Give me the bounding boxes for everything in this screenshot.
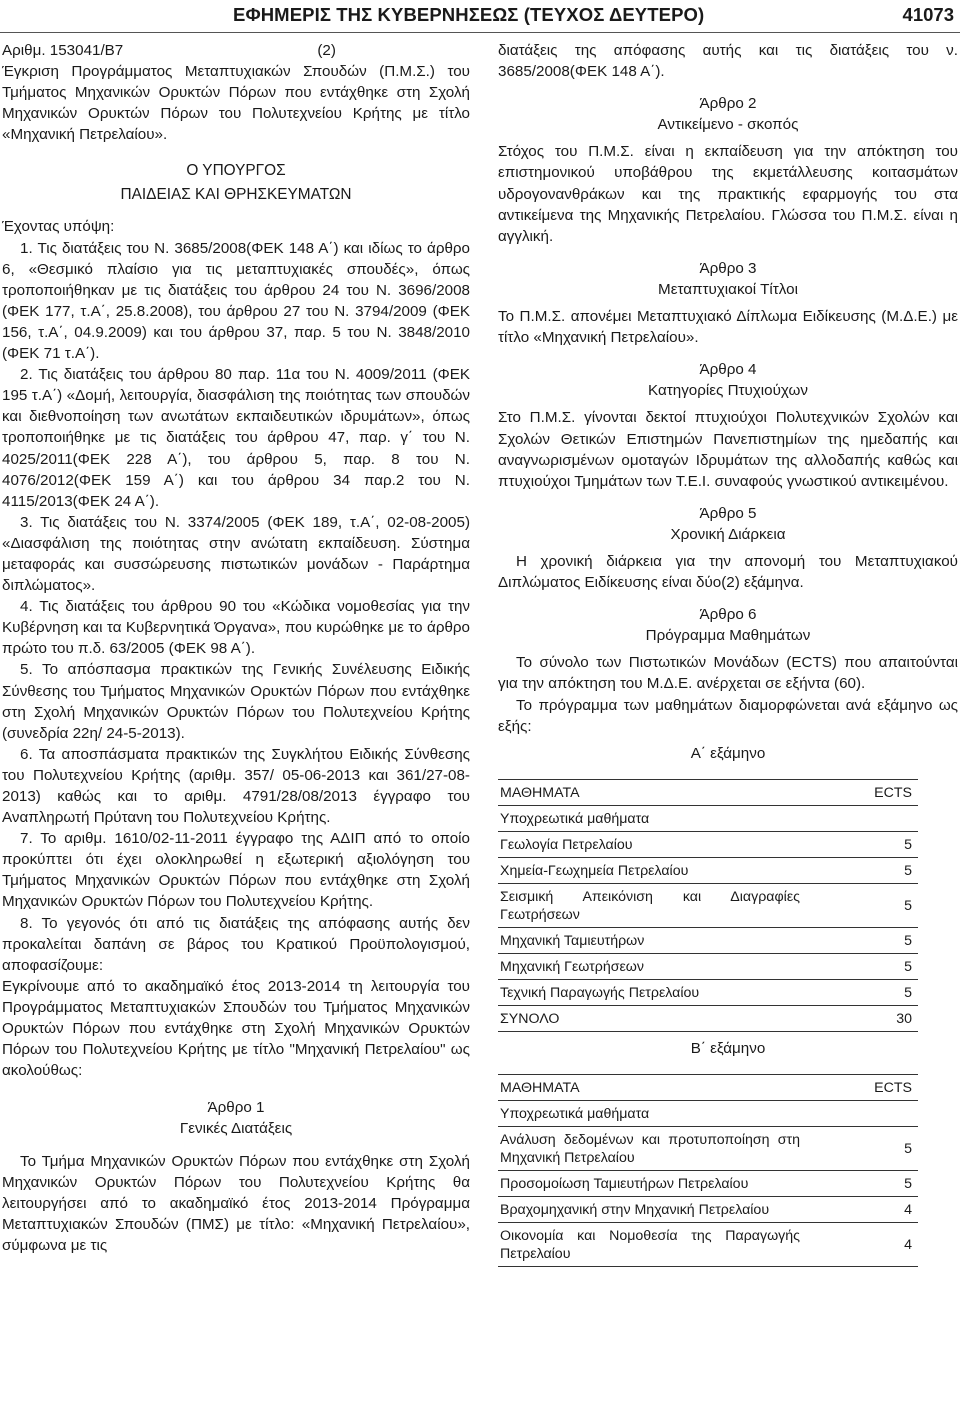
table-row <box>498 954 918 980</box>
course-name: Χημεία-Γεωχημεία Πετρελαίου <box>498 858 860 884</box>
course-ects: 5 <box>860 928 918 954</box>
course-ects: 4 <box>860 1197 918 1223</box>
table-row <box>498 980 918 1006</box>
article-5-text: Η χρονική διάρκεια για την απονομή του Μεταπτυχιακού Διπλώματος Ειδίκευσης είναι δύο(2) εξάμηνα. <box>498 552 958 592</box>
recital-6: 6. Τα αποσπάσματα πρακτικών της Συγκλήτου Ειδικής Σύνθεσης του Πολυτεχνείου Κρήτης (αριθμ. 357/ 05-06-2013 και 361/27-08-2013) καθώς και το αριθμ. 4791/28/08/2013 έγγραφο του Αναπληρωτή Πρύτανη του Πολυτεχνείου Κρήτης. <box>2 745 470 827</box>
recital-2: 2. Τις διατάξεις του άρθρου 80 παρ. 11α του Ν. 4009/2011 (ΦΕΚ 195 τ.Α΄) «Δομή, λειτουργία, διασφάλιση της ποιότητας των σπουδών και διεθνοποίηση των ανωτάτων εκπαιδευτικών ιδρυμάτων», όπως τροποποιήθηκε με τις διατάξεις του άρθρου 47, παρ. γ΄ του Ν. 4025/2011(ΦΕΚ 228 Α΄), του άρθρου 5, παρ. 8 του Ν. 4076/2012(ΦΕΚ 159 Α΄) και του άρθρου 34 παρ.2 του Ν. 4115/2013(ΦΕΚ 24 Α΄). <box>2 366 470 510</box>
course-ects: 5 <box>860 858 918 884</box>
semester-a-table <box>498 779 918 1032</box>
article-1-text: Το Τμήμα Μηχανικών Ορυκτών Πόρων που εντάχθηκε στη Σχολή Μηχανικών Ορυκτών Πόρων του Πολυτεχνείου Κρήτης θα λειτουργήσει από το ακαδημαϊκό έτος 2013-2014 Πρόγραμμα Μεταπτυχιακών Σπουδών (ΠΜΣ) με τίτλο: «Μηχανική Πετρελαίου», σύμφωνα με τις <box>2 1152 470 1254</box>
page-header <box>0 0 960 34</box>
total-value: 30 <box>860 1006 918 1032</box>
semester-a-title: Α΄ εξάμηνο <box>690 744 766 762</box>
article-2-title: Αντικείμενο - σκοπός <box>657 116 799 134</box>
right-column <box>498 40 958 1267</box>
page-number: 41073 <box>902 4 954 25</box>
table-row <box>498 1127 918 1171</box>
semester-b-title: Β΄ εξάμηνο <box>690 1040 766 1057</box>
article-3-text: Το Π.Μ.Σ. απονέμει Μεταπτυχιακό Δίπλωμα Ειδίκευσης (Μ.Δ.Ε.) με τίτλο «Μηχανική Πετρελαίου». <box>498 308 958 347</box>
article-6-text-1: Το σύνολο των Πιστωτικών Μονάδων (ECTS) που απαιτούνται για την απόκτηση του Μ.Δ.Ε. ανέρχεται σε εξήντα (60). <box>498 654 958 693</box>
decision-reference: Αριθμ. 153041/Β7 (2) <box>2 42 336 59</box>
article-3-title: Μεταπτυχιακοί Τίτλοι <box>658 280 798 298</box>
required-courses-label: Υποχρεωτικά μαθήματα <box>498 1101 918 1127</box>
minister-title-1: Ο ΥΠΟΥΡΓΟΣ <box>186 162 286 180</box>
course-name: Οικονομία και Νομοθεσία της Παραγωγής Πετρελαίου <box>498 1223 860 1267</box>
article-6-title: Πρόγραμμα Μαθημάτων <box>645 627 811 645</box>
article-5-title: Χρονική Διάρκεια <box>670 525 786 543</box>
recital-5: 5. Το απόσπασμα πρακτικών της Γενικής Συνέλευσης Ειδικής Σύνθεσης του Τμήματος Μηχανικών Ορυκτών Πόρων που εντάχθηκε στη Σχολή Μηχανικών Ορυκτών Πόρων του Πολυτεχνείου Κρήτης (συνεδρία 22η/ 24-5-2013). <box>2 661 470 742</box>
article-6-number: Άρθρο 6 <box>699 606 757 624</box>
course-name: Μηχανική Γεωτρήσεων <box>498 954 860 980</box>
recital-7: 7. Το αριθμ. 1610/02-11-2011 έγγραφο της ΑΔΙΠ από το οποίο προκύπτει ότι έχει ολοκληρωθεί η εξωτερική αξιολόγηση του Τμήματος Μηχανικών Ορυκτών Πόρων που εντάχθηκε στη Σχολή Μηχανικών Ορυκτών Πόρων του Πολυτεχνείου Κρήτης. <box>2 830 470 911</box>
course-name: Ανάλυση δεδομένων και προτυποποίηση στη Μηχανική Πετρελαίου <box>498 1127 860 1171</box>
recital-4: 4. Τις διατάξεις του άρθρου 90 του «Κώδικα νομοθεσίας για την Κυβέρνηση και τα Κυβερνητικά Όργανα», που κυρώθηκε με το άρθρο πρώτο του π.δ. 63/2005 (ΦΕΚ 98 Α΄). <box>2 598 470 658</box>
course-name: Τεχνική Παραγωγής Πετρελαίου <box>498 980 860 1006</box>
course-name: Προσομοίωση Ταμιευτήρων Πετρελαίου <box>498 1171 860 1197</box>
continued-text: διατάξεις της απόφασης αυτής και τις διατάξεις του ν. 3685/2008(ΦΕΚ 148 Α΄). <box>498 42 958 81</box>
gazette-title: ΕΦΗΜΕΡΙΣ ΤΗΣ ΚΥΒΕΡΝΗΣΕΩΣ (ΤΕΥΧΟΣ ΔΕΥΤΕΡΟ) <box>233 4 705 25</box>
table-row <box>498 1223 918 1267</box>
article-3-number: Άρθρο 3 <box>699 259 757 277</box>
decision-subject: Έγκριση Προγράμματος Μεταπτυχιακών Σπουδών (Π.Μ.Σ.) του Τμήματος Μηχανικών Ορυκτών Πόρων που εντάχθηκε στη Σχολή Μηχανικών Ορυκτών Πόρων του Πολυτεχνείου Κρήτης με τίτλο «Μηχανική Πετρελαίου». <box>2 63 470 144</box>
column-header-ects: ECTS <box>860 1075 918 1101</box>
course-ects: 5 <box>860 980 918 1006</box>
article-4-text: Στο Π.Μ.Σ. γίνονται δεκτοί πτυχιούχοι Πολυτεχνικών Σχολών και Σχολών Θετικών Επιστημών Πανεπιστημίων της ημεδαπής και αναγνωρισμένων ομοταγών Ιδρυμάτων της αλλοδαπής καθώς και πτυχιούχοι Τμημάτων των Τ.Ε.Ι. συναφούς γνωστικού αντικειμένου. <box>498 409 958 490</box>
table-total-row <box>498 1006 918 1032</box>
article-4-title: Κατηγορίες Πτυχιούχων <box>648 382 808 400</box>
table-row <box>498 1101 918 1127</box>
column-header-course: ΜΑΘΗΜΑΤΑ <box>498 780 860 806</box>
article-2-number: Άρθρο 2 <box>699 95 757 113</box>
table-row <box>498 928 918 954</box>
semester-b-table <box>498 1074 918 1267</box>
table-header-row <box>498 780 918 806</box>
article-5-number: Άρθρο 5 <box>699 504 757 522</box>
left-column <box>2 40 470 1256</box>
course-ects: 5 <box>860 832 918 858</box>
header-divider <box>0 32 960 33</box>
table-row <box>498 1171 918 1197</box>
recital-3: 3. Τις διατάξεις του Ν. 3374/2005 (ΦΕΚ 189, τ.Α΄, 02-08-2005) «Διασφάλιση της ποιότητας στην ανώτατη εκπαίδευση. Σύστημα μεταφοράς και συσσώρευσης πιστωτικών μονάδων - Παράρτημα διπλώματος». <box>2 513 470 595</box>
approval-text: Εγκρίνουμε από το ακαδημαϊκό έτος 2013-2014 τη λειτουργία του Προγράμματος Μεταπτυχιακών Σπουδών του Τμήματος Μηχανικών Ορυκτών Πόρων που εντάχθηκε στη Σχολή Μηχανικών Ορυκτών Πόρων του Πολυτεχνείου Κρήτης με τίτλο "Μηχανική Πετρελαίου" ως ακολούθως: <box>2 977 470 1080</box>
course-ects: 4 <box>860 1223 918 1267</box>
having-regard: Έχοντας υπόψη: <box>2 218 115 236</box>
required-courses-label: Υποχρεωτικά μαθήματα <box>498 806 918 832</box>
course-name: Μηχανική Ταμιευτήρων <box>498 928 860 954</box>
column-header-course: ΜΑΘΗΜΑΤΑ <box>498 1075 860 1101</box>
course-name: Βραχομηχανική στην Μηχανική Πετρελαίου <box>498 1197 860 1223</box>
course-ects: 5 <box>860 954 918 980</box>
table-header-row <box>498 1075 918 1101</box>
article-4-number: Άρθρο 4 <box>699 361 757 379</box>
course-ects: 5 <box>860 1127 918 1171</box>
total-label: ΣΥΝΟΛΟ <box>498 1006 860 1032</box>
minister-title-2: ΠΑΙΔΕΙΑΣ ΚΑΙ ΘΡΗΣΚΕΥΜΑΤΩΝ <box>120 186 352 204</box>
article-2-text: Στόχος του Π.Μ.Σ. είναι η εκπαίδευση για την απόκτηση του επιστημονικού υποβάθρου της εκμετάλλευσης κοιτασμάτων υδρογονανθράκων και της πρακτικής εφαρμογής του στα αντικείμενα της Μηχανικής Πετρελαίου. Γλώσσα του Π.Μ.Σ. είναι η αγγλική. <box>498 143 958 245</box>
table-row <box>498 858 918 884</box>
course-name: Σεισμική Απεικόνιση και Διαγραφίες Γεωτρήσεων <box>498 884 860 928</box>
recital-8: 8. Το γεγονός ότι από τις διατάξεις της απόφασης αυτής δεν προκαλείται δαπάνη σε βάρος του Κρατικού Προϋπολογισμού, αποφασίζουμε: <box>2 914 470 974</box>
table-row <box>498 806 918 832</box>
column-header-ects: ECTS <box>860 780 918 806</box>
article-1-title: Γενικές Διατάξεις <box>179 1120 293 1138</box>
recital-1: 1. Τις διατάξεις του Ν. 3685/2008(ΦΕΚ 148 Α΄) και ιδίως το άρθρο 6, «Θεσμικό πλαίσιο για τις μεταπτυχιακές σπουδές», όπως τροποποιήθηκαν με τις διατάξεις του άρθρου 24 του Ν. 3696/2008 (ΦΕΚ 177, τ.Α΄, 25.8.2008), του άρθρου 27 του Ν. 3794/2009 (ΦΕΚ 156, τ.Α΄, 04.9.2009) και του άρθρου 37, παρ. 5 του Ν. 3848/2010 (ΦΕΚ 71 τ.Α΄). <box>2 239 470 363</box>
table-row <box>498 884 918 928</box>
article-1-number: Άρθρο 1 <box>207 1099 265 1117</box>
article-6-text-2: Το πρόγραμμα των μαθημάτων διαμορφώνεται ανά εξάμηνο ως εξής: <box>498 696 958 735</box>
table-row <box>498 832 918 858</box>
course-ects: 5 <box>860 884 918 928</box>
course-ects: 5 <box>860 1171 918 1197</box>
table-row <box>498 1197 918 1223</box>
course-name: Γεωλογία Πετρελαίου <box>498 832 860 858</box>
